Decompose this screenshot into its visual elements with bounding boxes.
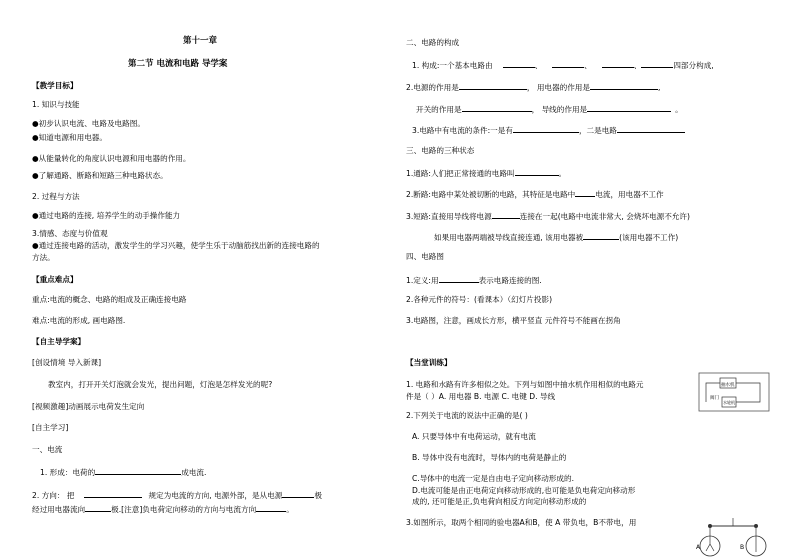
blank[interactable] bbox=[513, 124, 579, 133]
process-item: ●通过电路的连接, 培养学生的动手操作能力 bbox=[32, 211, 181, 220]
blank[interactable] bbox=[552, 59, 584, 68]
states-heading: 三、电路的三种状态 bbox=[406, 146, 475, 155]
question-2-option-b: B. 导体中没有电流时，导体内的电荷是静止的 bbox=[412, 453, 567, 462]
formation-line: 1. 形成：电荷的 成电流. bbox=[40, 468, 207, 477]
blank[interactable] bbox=[439, 274, 479, 283]
question-1: 1. 电路和水路有许多相似之处。下列与如图中抽水机作用相似的电路元 bbox=[406, 380, 644, 389]
video-intro: [视频激趣]动画展示电荷发生定向 bbox=[32, 402, 145, 411]
composition-line: 1. 构成:一个基本电路由 、 、 、 四部分构成, bbox=[412, 61, 714, 70]
knowledge-item: ●从能量转化的角度认识电源和用电器的作用。 bbox=[32, 154, 191, 163]
open-circuit-line: 2.断路:电路中某处被切断的电路，其特征是电路中 电流，用电器不工作 bbox=[406, 190, 664, 199]
label-b: B bbox=[740, 544, 745, 551]
turbine-label: 水轮机 bbox=[723, 400, 735, 405]
process-heading: 2. 过程与方法 bbox=[32, 192, 80, 201]
electroscope-a-leaves bbox=[706, 536, 714, 551]
blank[interactable] bbox=[85, 503, 111, 512]
blank[interactable] bbox=[256, 503, 286, 512]
definition-line: 1.定义:用 表示电路连接的图. bbox=[406, 276, 542, 285]
direction-line: 2. 方向： 把 规定为电流的方向, 电源外部，是从电源 极 bbox=[32, 491, 322, 500]
keypoints-header: 【重点难点】 bbox=[32, 275, 78, 284]
current-heading: 一、电流 bbox=[32, 445, 63, 454]
blank[interactable] bbox=[95, 466, 181, 475]
question-2: 2.下列关于电流的说法中正确的是( ) bbox=[406, 411, 528, 420]
self-learning: [自主学习] bbox=[32, 423, 69, 432]
difficult-point: 难点:电流的形成, 画电路图. bbox=[32, 316, 126, 325]
knowledge-heading: 1. 知识与技能 bbox=[32, 100, 80, 109]
practice-header: 【当堂训练】 bbox=[406, 358, 452, 367]
blank[interactable] bbox=[462, 103, 532, 112]
label-a: A bbox=[696, 544, 701, 551]
direction-line2: 经过用电器流向 极.[注意]负电荷定向移动的方向与电流方向 。 bbox=[32, 505, 294, 514]
pump-label: 抽水机 bbox=[721, 383, 735, 388]
figure-frame bbox=[699, 373, 769, 411]
blank[interactable] bbox=[503, 59, 535, 68]
blank[interactable] bbox=[492, 210, 520, 219]
diagram-heading: 四、电路图 bbox=[406, 252, 444, 261]
selfstudy-header: 【自主导学案】 bbox=[32, 337, 86, 346]
knowledge-item: ●了解通路、断路和短路三种电路状态。 bbox=[32, 171, 168, 180]
blank[interactable] bbox=[590, 81, 658, 90]
short-circuit-line: 3.短路:直接用导线将电源 连接在一起(电路中电流非常大, 会烧坏电源不允许) bbox=[406, 212, 690, 221]
condition-line: 3.电路中有电流的条件:一是有 ，二是电路 bbox=[412, 124, 685, 135]
emotion-line: ●通过连接电路的活动，激发学生的学习兴趣，使学生乐于动脑筋找出新的连接电路的 bbox=[32, 241, 320, 250]
electroscope-b-ball bbox=[754, 524, 758, 528]
question-2-option-c: C.导体中的电流一定是自由电子定向移动形成的. bbox=[412, 474, 575, 483]
electroscope-a-ball bbox=[708, 524, 712, 528]
question-1-options: 件是（ ）A. 用电器 B. 电源 C. 电键 D. 导线 bbox=[406, 392, 556, 401]
question-2-option-d: D.电流可能是由正电荷定向移动形成的,也可能是负电荷定向移动形 bbox=[412, 486, 636, 495]
blank[interactable] bbox=[583, 231, 619, 240]
switch-role-line: 开关的作用是 ， 导线的作用是 。 bbox=[416, 105, 683, 114]
electroscope-figure bbox=[694, 516, 770, 558]
blank[interactable] bbox=[84, 489, 142, 498]
closed-circuit-line: 1.通路:人们把正常接通的电路叫 。 bbox=[406, 169, 567, 178]
water-pump-figure bbox=[698, 372, 770, 412]
question-2-option-d-cont: 成的, 还可能是正,负电荷向相反方向定向移动形成的 bbox=[412, 497, 587, 506]
objectives-header: 【教学目标】 bbox=[32, 81, 78, 90]
symbols-line: 2.各种元件的符号：(看课本）（幻灯片投影) bbox=[406, 295, 553, 304]
question-2-option-a: A. 只要导体中有电荷运动，就有电流 bbox=[412, 432, 536, 441]
blank[interactable] bbox=[575, 188, 595, 197]
blank[interactable] bbox=[617, 124, 685, 133]
section-title: 第二节 电流和电路 导学案 bbox=[128, 59, 228, 69]
blank[interactable] bbox=[282, 489, 314, 498]
scene-question: 教室内，打开开关灯泡就会发光，提出问题，灯泡是怎样发光的呢? bbox=[48, 380, 273, 389]
knowledge-item: ●初步认识电流、电路及电路图。 bbox=[32, 119, 145, 128]
blank[interactable] bbox=[587, 103, 671, 112]
composition-heading: 二、电路的构成 bbox=[406, 38, 460, 47]
diagram-note: 3.电路图，注意，画成长方形，横平竖直 元件符号不能画在拐角 bbox=[406, 316, 621, 325]
valve-label: 阀门 bbox=[710, 396, 719, 401]
blank[interactable] bbox=[459, 81, 527, 90]
blank[interactable] bbox=[515, 167, 559, 176]
question-3: 3.如图所示，取两个相同的验电器A和B，使 A 带负电，B不带电，用 bbox=[406, 518, 637, 527]
short-circuit-line2: 如果用电器两端被导线直接连通, 该用电器被 (该用电器不工作) bbox=[434, 233, 679, 242]
chapter-title: 第十一章 bbox=[183, 36, 218, 46]
blank[interactable] bbox=[602, 59, 634, 68]
source-role-line: 2.电源的作用是 ， 用电器的作用是 , bbox=[406, 83, 661, 92]
key-point: 重点:电流的概念、电路的组成及正确连接电路 bbox=[32, 295, 187, 304]
knowledge-item: ●知道电源和用电器。 bbox=[32, 133, 107, 142]
blank[interactable] bbox=[641, 59, 673, 68]
emotion-line: 方法。 bbox=[32, 253, 55, 262]
emotion-heading: 3.情感、态度与价值观 bbox=[32, 229, 108, 238]
create-scene: [创设情境 导入新课] bbox=[32, 358, 102, 367]
